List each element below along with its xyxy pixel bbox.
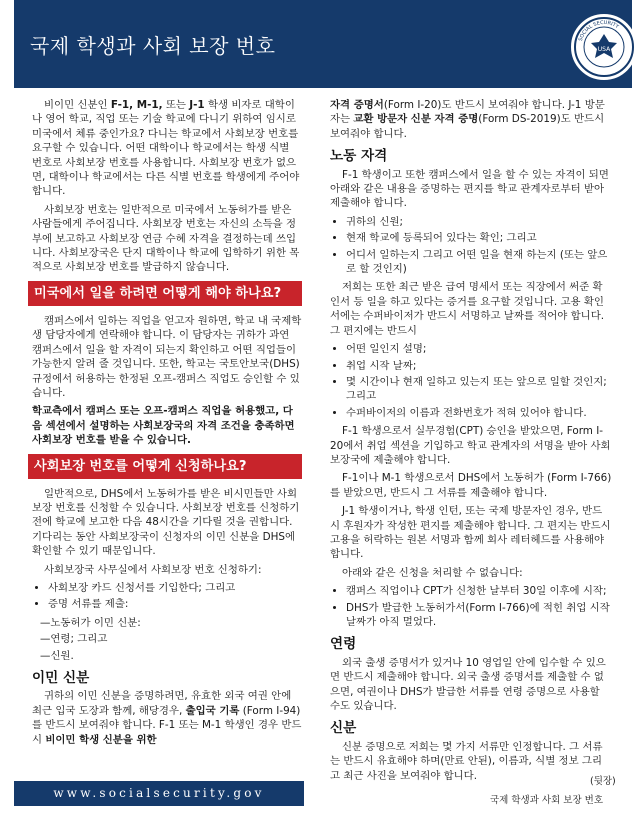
- immigration-continued-paragraph: 자격 증명서(Form I-20)도 반드시 보여줘야 합니다. J-1 방문자는 교환 방문자 신분 자격 증명(Form DS-2019)도 반드시 보여줘야 합니다.: [330, 99, 605, 140]
- list-item: • 캠퍼스 직업이나 CPT가 신청한 날부터 30일 이후에 시작;: [346, 584, 612, 598]
- list-item: • DHS가 발급한 노동허가서(Form I-766)에 적힌 취업 시작 날짜가 아직 멀었다.: [346, 601, 612, 630]
- age-heading: 연령: [330, 636, 357, 653]
- j1-paragraph: J-1 학생이거나, 학생 인턴, 또는 국제 방문자인 경우, 반드시 후원자가 작성한 편지를 제출해야 합니다. 그 편지는 반드시 고용을 허락하는 원본 서명과 함께 회사 레터헤드를 사용해야 합니다.: [330, 505, 611, 561]
- list-item: • 현재 학교에 등록되어 있다는 확인; 그리고: [346, 231, 612, 245]
- cpt-paragraph: F-1 학생으로서 실무경험(CPT) 승인을 받았으면, Form I-20에서 취업 섹션을 기입하고 학교 관계자의 서명을 받아 사회보장국에 제출해야 합니다.: [330, 425, 611, 466]
- proof-documents-list: [32, 616, 302, 663]
- age-paragraph: 외국 출생 증명서가 있거나 10 영업일 안에 입수할 수 있으면 반드시 제출해야 합니다. 외국 출생 증명서를 제출할 수 없으면, 여권이나 DHS가 발급한 서류를 연령 증명으로 사용할 수도 있습니다.: [330, 656, 606, 713]
- list-item: • 사회보장 카드 신청서를 기입한다; 그리고: [48, 581, 302, 595]
- svg-text:SOCIAL SECURITY: SOCIAL SECURITY: [577, 19, 620, 42]
- employer-letter-list: [330, 342, 612, 420]
- work-paragraph: 캠퍼스에서 일하는 직업을 얻고자 원하면, 학교 내 국제학생 담당자에게 연락해야 합니다. 이 담당자는 귀하가 과연 캠퍼스에서 일을 할 자격이 되는지 확인하고 어떤 직업들이 가능한지 알려 줄 것입니다. 또한, 학교는 국토안보국(DHS) 규정에서 허용하는 한정된 오프-캠퍼스 직업도 승인할 수 있습니다.: [32, 314, 302, 399]
- list-item: • 귀하의 신원;: [346, 215, 612, 229]
- cannot-process-list: [330, 584, 612, 629]
- left-column: [32, 98, 302, 751]
- immigration-status-paragraph: 귀하의 이민 신분을 증명하려면, 유효한 외국 여권 안에 최근 입국 도장과 함께, 해당경우, 출입국 기록 (Form I-94)를 반드시 보여줘야 합니다. F-1 또는 M-1 학생인 경우 반드시 비이민 학생 신분을 위한: [32, 690, 302, 746]
- apply-steps-list: [32, 581, 302, 612]
- list-item: —연령; 그리고: [40, 633, 108, 646]
- work-heading: 미국에서 일을 하려면 어떻게 해야 하나요?: [28, 281, 302, 306]
- work-eligibility-heading: 노동 자격: [330, 148, 388, 165]
- letter-contents-list: [330, 215, 612, 277]
- list-item: • 증명 서류를 제출:: [48, 597, 302, 611]
- apply-paragraph: 일반적으로, DHS에서 노동허가를 받은 비시민들만 사회보장 번호를 신청할 수 있습니다. 사회보장 번호를 신청하기 전에 학교에 보고한 다음 48시간을 기다릴 것을 권합니다. 기다리는 동안 사회보장국이 신청자의 이민 신분을 DHS에 확인할 수 있기 때문입니다.: [32, 487, 300, 558]
- list-item: • 어떤 일인지 설명;: [346, 342, 612, 356]
- list-item: • 어디서 일하는지 그리고 어떤 일을 현재 하는지 (또는 앞으로 할 것인지): [346, 248, 612, 277]
- ssn-purpose-paragraph: 사회보장 번호는 일반적으로 미국에서 노동허가를 받은 사람들에게 주어집니다. 사회보장 번호는 자신의 소득을 정부에 보고하고 사회보장 연금 수혜 자격을 결정하는데 쓰입니다. 사회보장국은 단지 대학이나 학교에 입학하기 위한 목적으로 사회보장 번호를 발급하지 않습니다.: [32, 203, 300, 274]
- list-item: —노동허가 이민 신분:: [40, 616, 141, 629]
- right-column: [330, 98, 612, 787]
- identity-heading: 신분: [330, 720, 357, 737]
- list-item: • 수퍼바이저의 이름과 전화번호가 적혀 있어야 합니다.: [346, 406, 612, 420]
- website-link[interactable]: www.socialsecurity.gov: [14, 781, 304, 806]
- list-item: • 몇 시간이나 현재 일하고 있는지 또는 앞으로 일할 것인지; 그리고: [346, 375, 612, 404]
- identity-paragraph: 신분 증명으로 저희는 몇 가지 서류만 인정합니다. 그 서류는 반드시 유효해야 하며(만료 안된), 이름과, 식별 정보 그리고 최근 사진을 보여줘야 합니다.: [330, 740, 603, 782]
- cannot-process-intro: 아래와 같은 신청을 처리할 수 없습니다:: [342, 566, 523, 579]
- apply-heading: 사회보장 번호를 어떻게 신청하나요?: [28, 454, 302, 479]
- work-authorization-paragraph: F-1이나 M-1 학생으로서 DHS에서 노동허가 (Form I-766)를 받았으면, 반드시 그 서류를 제출해야 합니다.: [330, 472, 612, 499]
- work-bold-paragraph: 학교측에서 캠퍼스 또는 오프-캠퍼스 직업을 허용했고, 다음 섹션에서 설명하는 사회보장국의 자격 조건을 충족하면 사회보장 번호를 받을 수 있습니다.: [32, 405, 295, 447]
- svg-text:USA: USA: [597, 46, 611, 53]
- intro-paragraph: 비이민 신분인 F-1, M-1, 또는 J-1 학생 비자로 대학이나 영어 학교, 직업 또는 기술 학교에 다니기 위하여 임시로 미국에서 체류 중인가요? 다니는 학교에서 사회보장 번호를 요구할 수 있습니다. 어떤 대학이나 학교에서는 학생 식별 번호로 사회보장 번호를 사용합니다. 사회보장 번호가 없으면, 대학이나 학교에서는 다른 식별 번호를 학생에게 주어야 합니다.: [32, 99, 300, 198]
- ssa-seal-logo: [571, 14, 637, 80]
- list-item: —신원.: [40, 649, 74, 662]
- work-eligibility-paragraph: F-1 학생이고 또한 캠퍼스에서 일을 할 수 있는 자격이 되면 아래와 같은 내용을 증명하는 편지를 학교 관계자로부터 받아 제출해야 합니다.: [330, 168, 609, 210]
- footer-doc-title: 국제 학생과 사회 보장 번호: [490, 795, 604, 806]
- employment-evidence-paragraph: 저희는 또한 최근 받은 급여 명세서 또는 직장에서 써준 확인서 등 일을 하고 있다는 증거를 요구할 것입니다. 고용 확인서에는 수퍼바이저가 반드시 서명하고 날짜를 적어야 합니다. 그 편지에는 반드시: [330, 281, 605, 337]
- page-title: 국제 학생과 사회 보장 번호: [30, 34, 276, 58]
- apply-steps-intro: 사회보장국 사무실에서 사회보장 번호 신청하기:: [44, 563, 262, 576]
- page-header: [14, 0, 632, 88]
- list-item: • 취업 시작 날짜;: [346, 359, 612, 373]
- immigration-status-heading: 이민 신분: [32, 670, 90, 686]
- next-page-label: (뒷장): [590, 776, 616, 787]
